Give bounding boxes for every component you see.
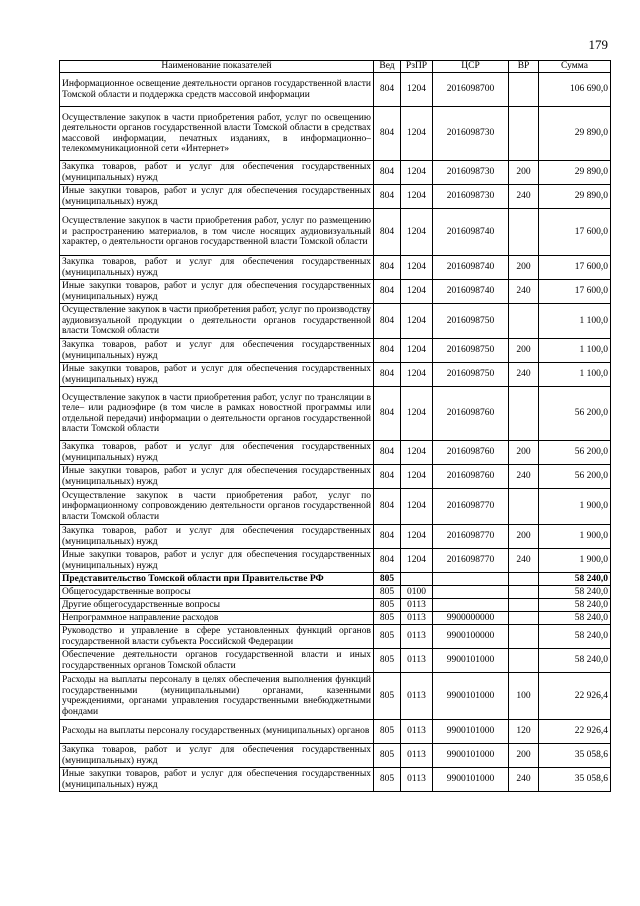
cell-rzpr: 0113 — [401, 649, 433, 673]
table-body — [60, 73, 611, 792]
table-row — [60, 768, 611, 792]
cell-vr: 200 — [509, 161, 539, 185]
cell-ved: 804 — [374, 489, 401, 525]
cell-vr — [509, 387, 539, 441]
table-row — [60, 363, 611, 387]
cell-name: Иные закупки товаров, работ и услуг для обеспечения государственных (муниципальных) нужд — [60, 185, 374, 209]
cell-name: Закупка товаров, работ и услуг для обеспечения государственных (муниципальных) нужд — [60, 441, 374, 465]
cell-vr: 240 — [509, 280, 539, 304]
cell-ved: 805 — [374, 625, 401, 649]
cell-vr: 240 — [509, 363, 539, 387]
cell-vr — [509, 209, 539, 256]
table-row — [60, 107, 611, 161]
cell-ved: 804 — [374, 185, 401, 209]
cell-rzpr: 1204 — [401, 185, 433, 209]
cell-rzpr: 1204 — [401, 107, 433, 161]
cell-name: Иные закупки товаров, работ и услуг для обеспечения государственных (муниципальных) нужд — [60, 363, 374, 387]
cell-csr — [433, 573, 509, 586]
cell-name: Иные закупки товаров, работ и услуг для обеспечения государственных (муниципальных) нужд — [60, 549, 374, 573]
cell-rzpr: 0113 — [401, 744, 433, 768]
cell-rzpr: 0100 — [401, 586, 433, 599]
cell-sum: 106 690,0 — [539, 73, 611, 107]
cell-name: Закупка товаров, работ и услуг для обеспечения государственных (муниципальных) нужд — [60, 525, 374, 549]
cell-rzpr: 1204 — [401, 363, 433, 387]
cell-csr: 2016098750 — [433, 339, 509, 363]
cell-vr — [509, 612, 539, 625]
table-row — [60, 612, 611, 625]
page-number: 179 — [588, 37, 608, 52]
cell-sum: 1 100,0 — [539, 363, 611, 387]
cell-name: Осуществление закупок в части приобретения работ, услуг по размещению и распространению материалов, в том числе носящих аудиовизуальный характер, о деятельности органов государственной власти Томской области — [60, 209, 374, 256]
cell-rzpr — [401, 573, 433, 586]
cell-sum: 1 900,0 — [539, 549, 611, 573]
cell-rzpr: 1204 — [401, 304, 433, 339]
table-row — [60, 649, 611, 673]
cell-vr: 100 — [509, 673, 539, 720]
cell-name: Расходы на выплаты персоналу государственных (муниципальных) органов — [60, 720, 374, 744]
cell-rzpr: 1204 — [401, 387, 433, 441]
cell-csr: 2016098760 — [433, 387, 509, 441]
table-row — [60, 673, 611, 720]
cell-name: Осуществление закупок в части приобретения работ, услуг по трансляции в теле– или радиоэфире (в том числе в рамках новостной программы или отдельной передачи) информации о деятельности органов государственной власти Томской области — [60, 387, 374, 441]
cell-name: Закупка товаров, работ и услуг для обеспечения государственных (муниципальных) нужд — [60, 161, 374, 185]
cell-sum: 29 890,0 — [539, 161, 611, 185]
table-row — [60, 573, 611, 586]
cell-rzpr: 0113 — [401, 625, 433, 649]
cell-name: Информационное освещение деятельности органов государственной власти Томской области и поддержка средств массовой информации — [60, 73, 374, 107]
table-row — [60, 441, 611, 465]
cell-csr: 9900100000 — [433, 625, 509, 649]
cell-ved: 805 — [374, 720, 401, 744]
cell-ved: 804 — [374, 549, 401, 573]
cell-ved: 805 — [374, 768, 401, 792]
cell-csr: 2016098770 — [433, 549, 509, 573]
cell-name: Непрограммное направление расходов — [60, 612, 374, 625]
cell-vr — [509, 489, 539, 525]
cell-csr — [433, 586, 509, 599]
cell-rzpr: 0113 — [401, 768, 433, 792]
cell-sum: 58 240,0 — [539, 573, 611, 586]
cell-sum: 1 900,0 — [539, 489, 611, 525]
cell-vr: 240 — [509, 185, 539, 209]
header-vr: ВР — [509, 61, 539, 73]
cell-ved: 804 — [374, 304, 401, 339]
cell-ved: 804 — [374, 441, 401, 465]
cell-csr: 2016098740 — [433, 209, 509, 256]
cell-name: Закупка товаров, работ и услуг для обеспечения государственных (муниципальных) нужд — [60, 256, 374, 280]
cell-rzpr: 1204 — [401, 525, 433, 549]
cell-vr: 200 — [509, 525, 539, 549]
cell-name: Осуществление закупок в части приобретения работ, услуг по освещению деятельности органов государственной власти Томской области в средствах массовой информации, печатных изданиях, в информационно–телекоммуникационной сети «Интернет» — [60, 107, 374, 161]
cell-csr: 2016098740 — [433, 280, 509, 304]
table-row — [60, 185, 611, 209]
cell-vr — [509, 586, 539, 599]
cell-sum: 58 240,0 — [539, 586, 611, 599]
table-row — [60, 586, 611, 599]
cell-vr: 240 — [509, 549, 539, 573]
cell-name: Осуществление закупок в части приобретения работ, услуг по производству аудиовизуальной продукции о деятельности органов государственной власти Томской области — [60, 304, 374, 339]
cell-sum: 58 240,0 — [539, 625, 611, 649]
cell-vr — [509, 573, 539, 586]
cell-name: Иные закупки товаров, работ и услуг для обеспечения государственных (муниципальных) нужд — [60, 768, 374, 792]
cell-name: Общегосударственные вопросы — [60, 586, 374, 599]
table-row — [60, 280, 611, 304]
cell-sum: 58 240,0 — [539, 649, 611, 673]
cell-ved: 805 — [374, 586, 401, 599]
cell-csr: 9900101000 — [433, 720, 509, 744]
cell-sum: 56 200,0 — [539, 465, 611, 489]
cell-vr: 240 — [509, 465, 539, 489]
cell-sum: 35 058,6 — [539, 744, 611, 768]
cell-csr: 2016098700 — [433, 73, 509, 107]
cell-ved: 805 — [374, 673, 401, 720]
cell-sum: 35 058,6 — [539, 768, 611, 792]
cell-csr: 2016098770 — [433, 489, 509, 525]
cell-sum: 56 200,0 — [539, 441, 611, 465]
cell-vr: 200 — [509, 441, 539, 465]
table-row — [60, 489, 611, 525]
cell-name: Представительство Томской области при Правительстве РФ — [60, 573, 374, 586]
cell-rzpr: 0113 — [401, 599, 433, 612]
cell-sum: 1 100,0 — [539, 304, 611, 339]
header-csr: ЦСР — [433, 61, 509, 73]
cell-csr: 9900101000 — [433, 744, 509, 768]
cell-csr: 2016098750 — [433, 363, 509, 387]
table-row — [60, 465, 611, 489]
cell-sum: 58 240,0 — [539, 612, 611, 625]
cell-csr: 9900101000 — [433, 768, 509, 792]
cell-name: Осуществление закупок в части приобретения работ, услуг по информационному сопровождению деятельности органов государственной власти Томской области — [60, 489, 374, 525]
cell-ved: 804 — [374, 161, 401, 185]
cell-rzpr: 1204 — [401, 73, 433, 107]
cell-sum: 22 926,4 — [539, 720, 611, 744]
cell-sum: 22 926,4 — [539, 673, 611, 720]
cell-rzpr: 0113 — [401, 673, 433, 720]
cell-rzpr: 1204 — [401, 465, 433, 489]
table-row — [60, 209, 611, 256]
cell-vr — [509, 73, 539, 107]
table-row — [60, 256, 611, 280]
cell-name: Иные закупки товаров, работ и услуг для обеспечения государственных (муниципальных) нужд — [60, 280, 374, 304]
cell-sum: 58 240,0 — [539, 599, 611, 612]
cell-csr: 9900000000 — [433, 612, 509, 625]
cell-rzpr: 1204 — [401, 489, 433, 525]
cell-ved: 804 — [374, 465, 401, 489]
table-row — [60, 339, 611, 363]
table-row — [60, 720, 611, 744]
cell-sum: 56 200,0 — [539, 387, 611, 441]
table-row — [60, 744, 611, 768]
header-ved: Вед — [374, 61, 401, 73]
cell-vr — [509, 625, 539, 649]
cell-sum: 1 100,0 — [539, 339, 611, 363]
cell-name: Иные закупки товаров, работ и услуг для обеспечения государственных (муниципальных) нужд — [60, 465, 374, 489]
cell-ved: 805 — [374, 573, 401, 586]
cell-vr: 200 — [509, 744, 539, 768]
budget-table — [59, 60, 611, 792]
cell-csr: 2016098760 — [433, 465, 509, 489]
header-rzpr: РзПР — [401, 61, 433, 73]
cell-vr: 200 — [509, 339, 539, 363]
table-row — [60, 387, 611, 441]
cell-csr: 2016098760 — [433, 441, 509, 465]
cell-ved: 804 — [374, 387, 401, 441]
header-sum: Сумма — [539, 61, 611, 73]
table-row — [60, 625, 611, 649]
header-name: Наименование показателей — [60, 61, 374, 73]
cell-csr: 9900101000 — [433, 649, 509, 673]
cell-ved: 804 — [374, 107, 401, 161]
cell-ved: 804 — [374, 525, 401, 549]
cell-rzpr: 1204 — [401, 209, 433, 256]
cell-vr: 120 — [509, 720, 539, 744]
cell-csr: 2016098750 — [433, 304, 509, 339]
cell-ved: 804 — [374, 209, 401, 256]
cell-csr: 2016098770 — [433, 525, 509, 549]
cell-csr: 2016098740 — [433, 256, 509, 280]
cell-rzpr: 0113 — [401, 720, 433, 744]
table-row — [60, 161, 611, 185]
cell-name: Расходы на выплаты персоналу в целях обеспечения выполнения функций государственными (муниципальными) органами, казенными учреждениями, органами управления государственными внебюджетными фондами — [60, 673, 374, 720]
table-row — [60, 304, 611, 339]
cell-name: Руководство и управление в сфере установленных функций органов государственной власти субъекта Российской Федерации — [60, 625, 374, 649]
cell-vr — [509, 304, 539, 339]
cell-vr — [509, 649, 539, 673]
cell-csr: 2016098730 — [433, 185, 509, 209]
cell-ved: 805 — [374, 744, 401, 768]
table-row — [60, 73, 611, 107]
cell-sum: 29 890,0 — [539, 107, 611, 161]
cell-rzpr: 1204 — [401, 549, 433, 573]
cell-name: Другие общегосударственные вопросы — [60, 599, 374, 612]
cell-vr: 200 — [509, 256, 539, 280]
cell-ved: 804 — [374, 280, 401, 304]
cell-ved: 805 — [374, 612, 401, 625]
table-row — [60, 549, 611, 573]
cell-sum: 17 600,0 — [539, 256, 611, 280]
cell-vr: 240 — [509, 768, 539, 792]
cell-ved: 804 — [374, 256, 401, 280]
table-row — [60, 525, 611, 549]
cell-rzpr: 0113 — [401, 612, 433, 625]
cell-rzpr: 1204 — [401, 441, 433, 465]
cell-rzpr: 1204 — [401, 161, 433, 185]
cell-ved: 805 — [374, 599, 401, 612]
cell-sum: 1 900,0 — [539, 525, 611, 549]
table-row — [60, 599, 611, 612]
cell-rzpr: 1204 — [401, 339, 433, 363]
cell-sum: 29 890,0 — [539, 185, 611, 209]
cell-sum: 17 600,0 — [539, 280, 611, 304]
cell-ved: 804 — [374, 339, 401, 363]
cell-vr — [509, 107, 539, 161]
cell-rzpr: 1204 — [401, 280, 433, 304]
cell-sum: 17 600,0 — [539, 209, 611, 256]
cell-rzpr: 1204 — [401, 256, 433, 280]
cell-csr: 2016098730 — [433, 161, 509, 185]
cell-csr — [433, 599, 509, 612]
cell-csr: 2016098730 — [433, 107, 509, 161]
cell-name: Закупка товаров, работ и услуг для обеспечения государственных (муниципальных) нужд — [60, 744, 374, 768]
cell-name: Закупка товаров, работ и услуг для обеспечения государственных (муниципальных) нужд — [60, 339, 374, 363]
cell-ved: 804 — [374, 363, 401, 387]
cell-name: Обеспечение деятельности органов государственной власти и иных государственных органов Томской области — [60, 649, 374, 673]
cell-vr — [509, 599, 539, 612]
cell-ved: 804 — [374, 73, 401, 107]
table-header-row — [60, 61, 611, 73]
cell-ved: 805 — [374, 649, 401, 673]
cell-csr: 9900101000 — [433, 673, 509, 720]
